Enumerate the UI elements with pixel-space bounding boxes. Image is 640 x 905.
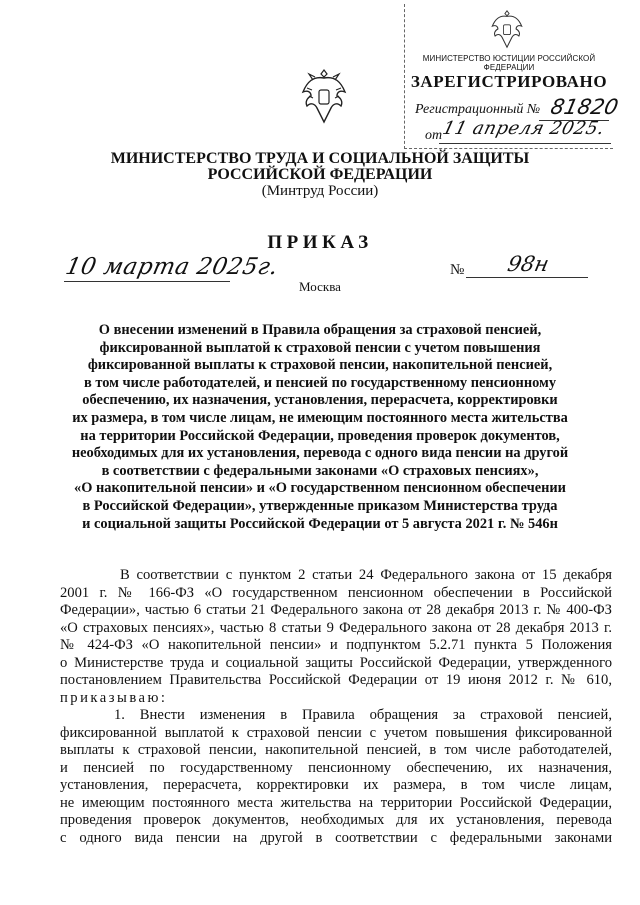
body-line: не имеющим постоянного места жительства на территории Российской Федерации,: [60, 794, 612, 811]
body-line: постановлением Правительства Российской Федерации от 19 июня 2012 г. № 610,: [60, 672, 612, 688]
order-number-label: №: [450, 262, 465, 278]
item-1-paragraph: [60, 707, 612, 847]
order-number-underline: [466, 277, 588, 278]
ministry-name-line1: МИНИСТЕРСТВО ТРУДА И СОЦИАЛЬНОЙ ЗАЩИТЫ: [110, 150, 530, 167]
body-line: Федерации», частью 6 статьи 21 Федерального закона от 28 декабря 2013 г. № 400-ФЗ: [60, 602, 612, 618]
coat-of-arms-icon: [299, 66, 349, 126]
body-line: установления, перерасчета, корректировки их размера, в том числе лицам,: [60, 777, 612, 793]
signing-date: 10 марта 2025г.: [63, 254, 281, 280]
subject-line: фиксированной выплатой к страховой пенсии с учетом повышения: [99, 339, 541, 356]
stamp-reg-number: 81820: [548, 95, 621, 119]
order-subject: [60, 322, 580, 533]
body-line: «О страховых пенсиях», частью 8 статьи 9 Федерального закона от 28 декабря 2013 г.: [60, 619, 612, 636]
subject-line: в соответствии с федеральными законами «О страховых пенсиях»,: [101, 462, 539, 479]
stamp-title: ЗАРЕГИСТРИРОВАНО: [410, 72, 608, 91]
subject-line: в Российской Федерации», утвержденные приказом Министерства труда: [82, 497, 558, 514]
subject-line: обеспечению, их назначения, установления, перерасчета, корректировки: [82, 392, 558, 409]
city: Москва: [299, 279, 341, 294]
preamble-paragraph: [60, 567, 612, 707]
signing-date-underline: [64, 281, 230, 282]
body-line-decree: приказываю:: [60, 689, 168, 706]
subject-line: их размера, в том числе лицам, не имеющим постоянного места жительства: [72, 409, 568, 426]
registration-stamp: [404, 4, 621, 149]
body-line: выплаты к страховой пенсии, накопительной пенсией, в том числе работодателей,: [60, 742, 612, 758]
subject-line: и социальной защиты Российской Федерации от 5 августа 2021 г. № 546н: [82, 515, 558, 532]
stamp-reg-date: 11 апреля 2025.: [440, 118, 607, 139]
body-line: проведения проверок документов, необходимых для их установления, перевода: [60, 812, 612, 828]
body-line: 2001 г. № 166-ФЗ «О государственном пенсионном обеспечении в Российской: [60, 584, 612, 601]
subject-line: фиксированной выплаты к страховой пенсии, накопительной пенсией,: [87, 357, 553, 374]
subject-line: «О накопительной пенсии» и «О государственном пенсионном обеспечении: [74, 480, 566, 497]
body-line: и пенсией по государственному пенсионному обеспечению, их назначения,: [60, 759, 612, 776]
ministry-short-name: (Минтруд России): [261, 183, 379, 199]
body-line: фиксированной выплатой к страховой пенсии с учетом повышения фиксированной: [60, 724, 612, 741]
subject-line: в том числе работодателей, и пенсией по государственному пенсионному: [83, 374, 557, 391]
body-line: В соответствии с пунктом 2 статьи 24 Федерального закона от 15 декабря: [120, 567, 612, 583]
subject-line: необходимых для их установления, перевода с одного вида пенсии на другой: [71, 445, 569, 462]
subject-line: на территории Российской Федерации, проведения проверок документов,: [80, 427, 560, 444]
body-line: № 424-ФЗ «О накопительной пенсии» и подпунктом 5.2.71 пункта 5 Положения: [60, 637, 612, 653]
body-line: с одного вида пенсии на другой в соответствии с федеральными законами: [60, 829, 612, 846]
order-number: 98н: [505, 252, 552, 276]
stamp-date-label: от: [425, 128, 443, 143]
stamp-date-underline: [439, 143, 611, 144]
ministry-name-line2: РОССИЙСКОЙ ФЕДЕРАЦИИ: [207, 166, 433, 183]
body-line: о Министерстве труда и социальной защиты Российской Федерации, утвержденного: [60, 654, 612, 671]
stamp-coat-of-arms-icon: [489, 8, 525, 50]
document-type: ПРИКАЗ: [267, 232, 373, 253]
stamp-ministry: МИНИСТЕРСТВО ЮСТИЦИИ РОССИЙСКОЙ ФЕДЕРАЦИИ: [422, 54, 596, 72]
body-line: 1. Внести изменения в Правила обращения за страховой пенсией,: [114, 707, 612, 723]
stamp-reg-label: Регистрационный №: [415, 102, 541, 117]
subject-line: О внесении изменений в Правила обращения за страховой пенсией,: [98, 322, 542, 338]
